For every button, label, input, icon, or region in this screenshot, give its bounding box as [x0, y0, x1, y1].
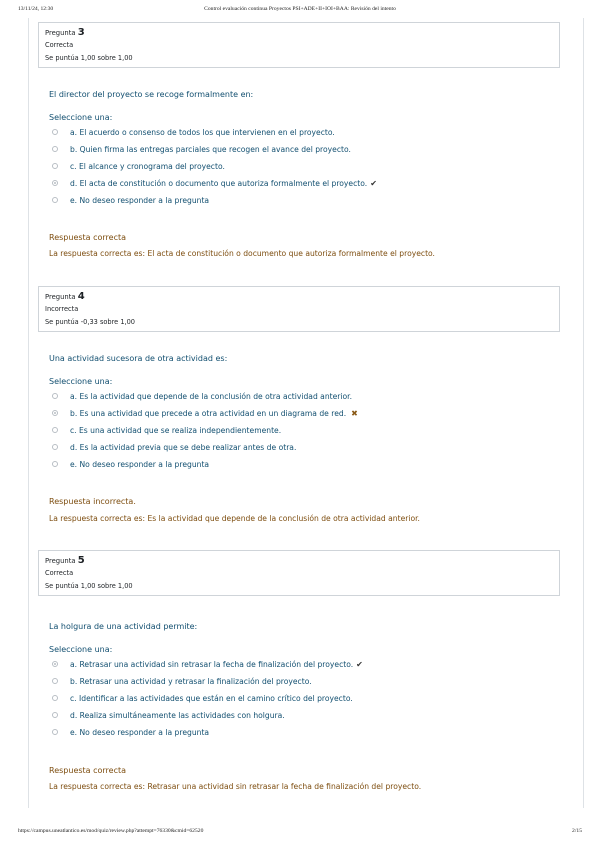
answer-label: b. Retrasar una actividad y retrasar la finalización del proyecto. [70, 676, 312, 686]
radio-button[interactable] [52, 427, 58, 433]
answer-option[interactable] [52, 160, 225, 172]
answer-option[interactable] [52, 126, 335, 138]
feedback-text: La respuesta correcta es: El acta de constitución o documento que autoriza formalmente el proyecto. [49, 249, 435, 258]
answer-option[interactable] [52, 458, 209, 470]
answer-label: e. No deseo responder a la pregunta [70, 195, 210, 205]
radio-button[interactable] [52, 695, 58, 701]
print-datetime: 13/11/24, 12:30 [18, 6, 54, 12]
print-title: Control evaluación continua Proyectos PSI+ADE+II+IOI+BAA: Revisión del intento [204, 6, 396, 12]
answer-option[interactable] [52, 675, 312, 687]
question-info-box [38, 550, 560, 596]
question-label-text: Pregunta [45, 293, 76, 301]
answer-label: e. No deseo responder a la pregunta [70, 459, 210, 469]
question-info-box [38, 286, 560, 332]
answer-option[interactable] [52, 194, 209, 206]
radio-button[interactable] [52, 163, 58, 169]
answer-label: d. Realiza simultáneamente las actividades con holgura. [70, 710, 285, 720]
answer-label: d. El acta de constitución o documento que autoriza formalmente el proyecto. [70, 178, 368, 188]
question-number: 5 [77, 555, 85, 566]
answer-option-selected[interactable] [52, 407, 358, 419]
answer-label: c. Identificar a las actividades que están en el camino crítico del proyecto. [70, 693, 353, 703]
question-label-text: Pregunta [45, 557, 76, 565]
answer-option[interactable] [52, 424, 281, 436]
radio-button[interactable] [52, 712, 58, 718]
answer-label: a. El acuerdo o consenso de todos los que intervienen en el proyecto. [70, 127, 335, 137]
question-state: Incorrecta [45, 305, 79, 313]
radio-button-checked[interactable] [52, 180, 58, 186]
question-info-box [38, 22, 560, 68]
answer-option[interactable] [52, 692, 353, 704]
print-header [0, 6, 600, 18]
radio-button[interactable] [52, 444, 58, 450]
check-icon: ✔ [356, 659, 363, 669]
answer-label: a. Es la actividad que depende de la conclusión de otra actividad anterior. [70, 391, 353, 401]
radio-button-checked[interactable] [52, 410, 58, 416]
feedback-text: La respuesta correcta es: Es la actividad que depende de la conclusión de otra actividad anterior. [49, 514, 420, 523]
answer-option[interactable] [52, 143, 351, 155]
feedback-text: La respuesta correcta es: Retrasar una actividad sin retrasar la fecha de finalización del proyecto. [49, 782, 422, 791]
radio-button[interactable] [52, 393, 58, 399]
feedback-title: Respuesta correcta [49, 766, 127, 775]
answer-option[interactable] [52, 390, 352, 402]
question-state: Correcta [45, 569, 74, 577]
question-label-text: Pregunta [45, 29, 76, 37]
answer-option[interactable] [52, 709, 285, 721]
answer-label: b. Quien firma las entregas parciales que recogen el avance del proyecto. [70, 144, 351, 154]
radio-button[interactable] [52, 729, 58, 735]
answer-option-selected[interactable] [52, 177, 377, 189]
answer-label: b. Es una actividad que precede a otra actividad en un diagrama de red. [70, 408, 347, 418]
question-text: El director del proyecto se recoge formalmente en: [49, 90, 254, 99]
answer-label: c. El alcance y cronograma del proyecto. [70, 161, 225, 171]
radio-button[interactable] [52, 129, 58, 135]
cross-icon: ✖ [351, 408, 358, 418]
question-text: Una actividad sucesora de otra actividad es: [49, 354, 228, 363]
question-label [45, 291, 553, 303]
question-grade: Se puntúa 1,00 sobre 1,00 [45, 54, 133, 62]
answer-label: e. No deseo responder a la pregunta [70, 727, 210, 737]
answer-option-selected[interactable] [52, 658, 363, 670]
question-state: Correcta [45, 41, 74, 49]
print-footer [0, 828, 600, 840]
question-number: 4 [77, 291, 85, 302]
radio-button[interactable] [52, 461, 58, 467]
feedback-title: Respuesta correcta [49, 233, 127, 242]
answer-label: c. Es una actividad que se realiza independientemente. [70, 425, 282, 435]
radio-button-checked[interactable] [52, 661, 58, 667]
question-text: La holgura de una actividad permite: [49, 622, 198, 631]
question-grade: Se puntúa 1,00 sobre 1,00 [45, 582, 133, 590]
answer-option[interactable] [52, 441, 296, 453]
select-prompt: Seleccione una: [49, 113, 113, 122]
select-prompt: Seleccione una: [49, 645, 113, 654]
question-grade: Se puntúa -0,33 sobre 1,00 [45, 318, 135, 326]
feedback-title: Respuesta incorrecta. [49, 497, 136, 506]
radio-button[interactable] [52, 197, 58, 203]
print-page-number: 2/15 [572, 828, 582, 834]
check-icon: ✔ [370, 178, 377, 188]
question-label [45, 27, 553, 39]
question-number: 3 [77, 27, 85, 38]
answer-label: a. Retrasar una actividad sin retrasar la fecha de finalización del proyecto. [70, 659, 354, 669]
radio-button[interactable] [52, 678, 58, 684]
radio-button[interactable] [52, 146, 58, 152]
question-label [45, 555, 553, 567]
print-url: https://campus.uneatlantico.es/mod/quiz/review.php?attempt=76330&cmid=62520 [18, 828, 204, 834]
answer-option[interactable] [52, 726, 209, 738]
answer-label: d. Es la actividad previa que se debe realizar antes de otra. [70, 442, 297, 452]
select-prompt: Seleccione una: [49, 377, 113, 386]
